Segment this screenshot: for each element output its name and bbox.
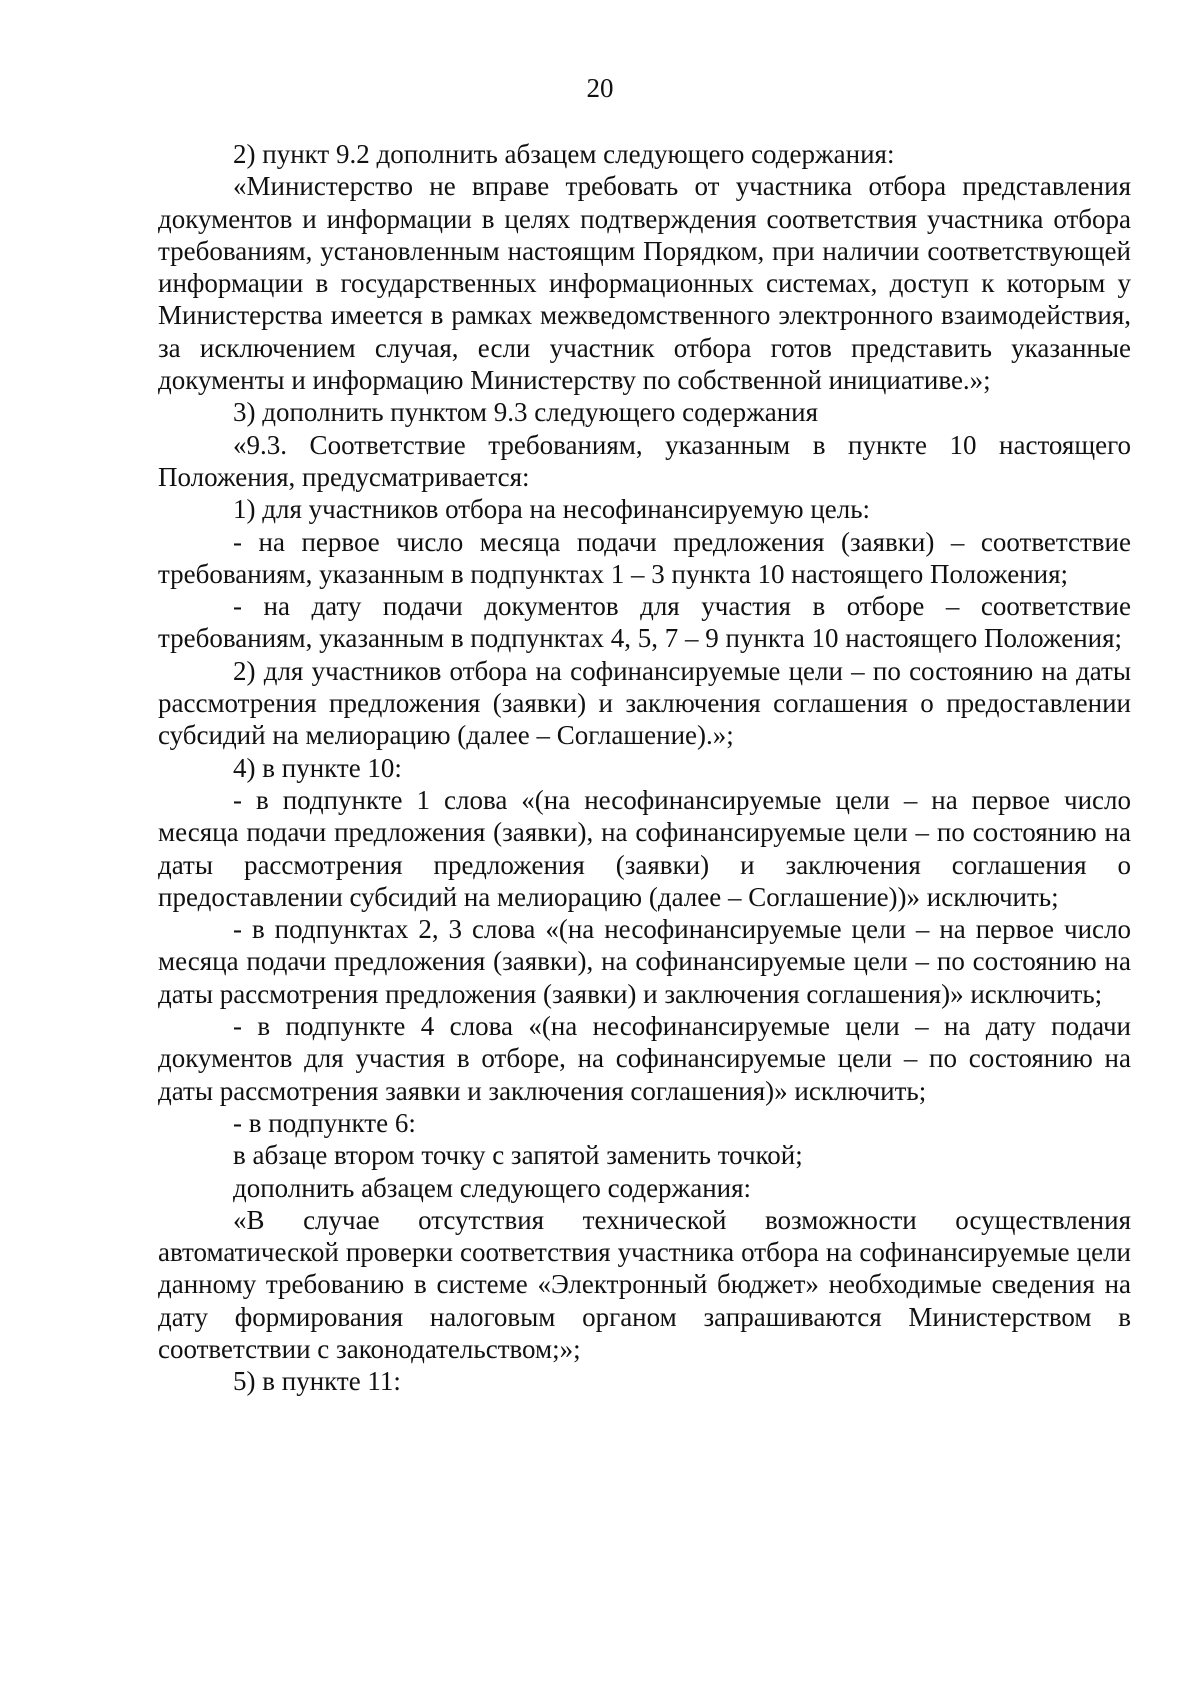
document-body (158, 138, 1131, 1398)
paragraph-amend-11: 5) в пункте 11: (233, 1366, 401, 1397)
paragraph-subitem-6: - в подпункте 6: (233, 1107, 416, 1138)
paragraph-amend-10: 4) в пункте 10: (233, 752, 402, 783)
paragraph-item-2: 2) для участников отбора на софинансируемые цели – по состоянию на даты рассмотрения предложения (заявки) и заключения соглашения о предоставлении субсидий на мелиорацию (далее – Соглашение).»; (158, 655, 1131, 751)
paragraph-9-3-quote: «9.3. Соответствие требованиям, указанным в пункте 10 настоящего Положения, предусматривается: (158, 429, 1131, 492)
paragraph-ministry-quote: «Министерство не вправе требовать от участника отбора представления документов и информации в целях подтверждения соответствия участника отбора требованиям, установленным настоящим Порядком, при наличии соответствующей информации в государственных информационных системах, доступ к которым у Министерства имеется в рамках межведомственного электронного взаимодействия, за исключением случая, если участник отбора готов представить указанные документы и информацию Министерству по собственной инициативе.»; (158, 171, 1131, 396)
paragraph-amend-9-3: 3) дополнить пунктом 9.3 следующего содержания (233, 397, 819, 428)
paragraph-subitems-2-3: - в подпунктах 2, 3 слова «(на несофинансируемые цели – на первое число месяца подачи предложения (заявки), на софинансируемые цели – по состоянию на даты рассмотрения предложения (заявки) и заключения соглашения)» исключить; (158, 914, 1131, 1009)
paragraph-add-abzac: дополнить абзацем следующего содержания: (233, 1172, 752, 1203)
paragraph-technical-quote: «В случае отсутствия технической возможности осуществления автоматической проверки соответствия участника отбора на софинансируемые цели данному требованию в системе «Электронный бюджет» необходимые сведения на дату формирования налоговым органом запрашиваются Министерством в соответствии с законодательством;»; (158, 1204, 1131, 1364)
paragraph-submission-date: - на дату подачи документов для участия в отборе – соответствие требованиям, указанным в подпунктах 4, 5, 7 – 9 пункта 10 настоящего Положения; (158, 591, 1131, 654)
paragraph-subitem-1: - в подпункте 1 слова «(на несофинансируемые цели – на первое число месяца подачи предложения (заявки), на софинансируемые цели – по состоянию на даты рассмотрения предложения (заявки) и заключения соглашения о предоставлении субсидий на мелиорацию (далее – Соглашение))» исключить; (158, 784, 1131, 912)
paragraph-item-1: 1) для участников отбора на несофинансируемую цель: (233, 494, 871, 525)
paragraph-subitem-4: - в подпункте 4 слова «(на несофинансируемые цели – на дату подачи документов для участия в отборе, на софинансируемые цели – по состоянию на даты рассмотрения заявки и заключения соглашения)» исключить; (158, 1011, 1131, 1106)
page-number: 20 (586, 73, 614, 103)
paragraph-amend-9-2: 2) пункт 9.2 дополнить абзацем следующего содержания: (233, 139, 895, 169)
paragraph-replace-semicolon: в абзаце втором точку с запятой заменить точкой; (233, 1140, 803, 1171)
paragraph-first-day: - на первое число месяца подачи предложения (заявки) – соответствие требованиям, указанным в подпунктах 1 – 3 пункта 10 настоящего Положения; (158, 526, 1131, 589)
